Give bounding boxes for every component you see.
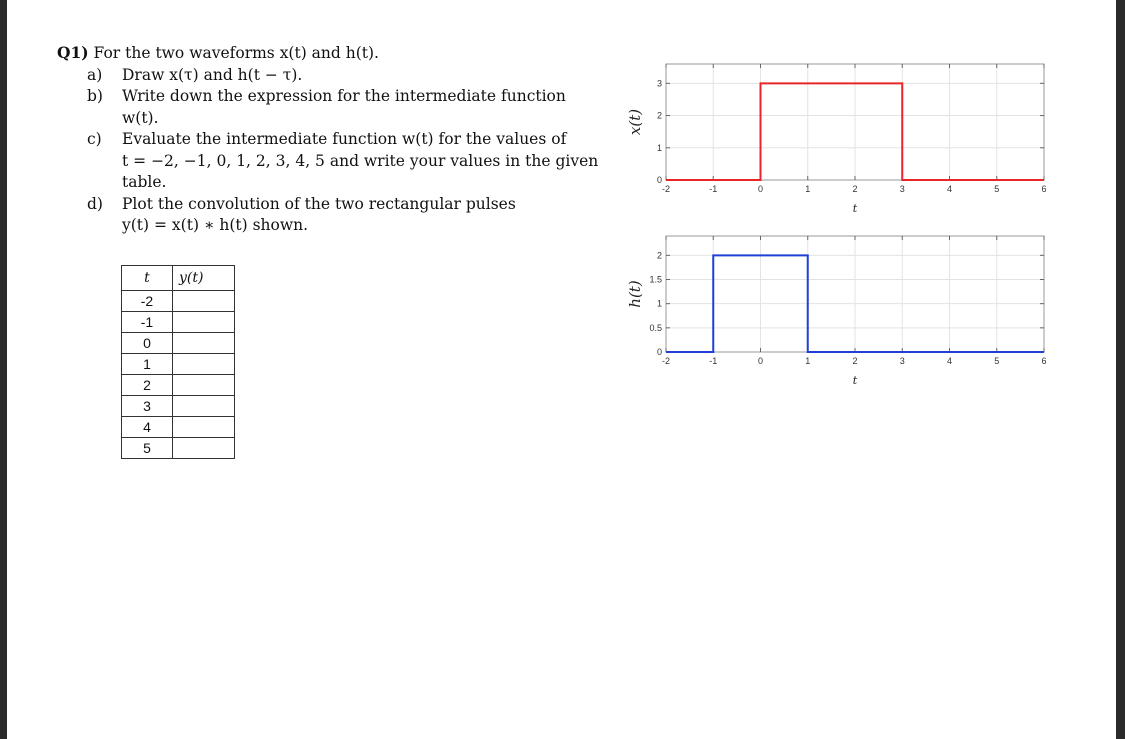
part-d-label: d) [87,194,103,213]
part-b-line-1: Write down the expression for the intermediate function [122,87,566,105]
answer-table [121,265,235,459]
part-d [57,194,617,237]
plot-h [626,236,1047,387]
cell-yt [173,354,235,375]
plot-x [626,64,1047,215]
header-yt: y(t) [173,266,235,291]
x-tick-label: -2 [661,356,671,366]
right-border [1116,0,1125,739]
y-tick-label: 2 [656,110,662,121]
table-row [122,375,235,396]
table-row [122,438,235,459]
x-tick-label: -1 [709,356,718,366]
table-row [122,312,235,333]
part-d-line-1: Plot the convolution of the two rectangular pulses [122,194,516,213]
y-tick-label: 1 [656,298,662,309]
cell-yt [173,291,235,312]
x-tick-label: 5 [994,356,1000,366]
x-tick-label: 6 [1041,184,1047,194]
part-b-line-2: w(t). [122,108,159,127]
y-tick-label: 0 [656,175,662,185]
part-a-label: a) [87,65,103,84]
cell-t: 1 [122,354,173,375]
table-row [122,354,235,375]
part-d-line-2: y(t) = x(t) ∗ h(t) shown. [122,216,309,234]
x-tick-label: 5 [994,184,1000,194]
table-row [122,417,235,438]
x-axis-label: t [852,374,858,387]
x-tick-label: 3 [899,184,905,194]
x-tick-label: 0 [757,184,764,194]
cell-yt [173,375,235,396]
cell-t: 3 [122,396,173,417]
cell-t: -1 [122,312,173,333]
table-row [122,333,235,354]
cell-yt [173,417,235,438]
y-tick-label: 0 [656,347,662,357]
question-text [57,42,617,237]
cell-yt [173,438,235,459]
part-c-line-3: table. [122,173,167,191]
header-t: t [122,266,173,291]
cell-t: -2 [122,291,173,312]
x-tick-label: -1 [709,184,718,194]
cell-t: 4 [122,417,173,438]
cell-t: 5 [122,438,173,459]
table-row [122,396,235,417]
x-tick-label: 4 [946,356,953,366]
part-b [57,86,617,129]
waveform-plots [610,50,1060,410]
cell-yt [173,396,235,417]
x-tick-label: 3 [899,356,905,366]
question-number: Q1) [57,43,89,62]
y-tick-label: 1.5 [649,274,662,285]
x-tick-label: 4 [946,184,953,194]
table-body [122,291,235,459]
x-tick-label: -2 [661,184,671,194]
part-c-line-2: t = −2, −1, 0, 1, 2, 3, 4, 5 and write your values in the given [122,151,599,170]
x-tick-label: 2 [852,184,858,194]
y-axis-label: h(t) [626,280,644,308]
y-tick-label: 2 [656,250,662,261]
y-tick-label: 3 [656,78,662,89]
part-a [57,65,617,87]
table-header-row [122,266,235,291]
x-tick-label: 0 [757,356,764,366]
part-b-label: b) [87,87,103,105]
part-c-label: c) [87,130,102,148]
question-intro: For the two waveforms x(t) and h(t). [88,44,379,62]
part-a-line-1: Draw x(τ) and h(t − τ). [122,65,303,84]
y-tick-label: 0.5 [649,322,662,333]
x-tick-label: 1 [805,356,811,366]
y-axis-label: x(t) [626,108,644,136]
table-row [122,291,235,312]
x-axis-label: t [852,202,858,215]
x-tick-label: 6 [1041,356,1047,366]
y-tick-label: 1 [656,142,662,153]
cell-t: 0 [122,333,173,354]
part-c [57,129,617,194]
part-c-line-1: Evaluate the intermediate function w(t) for the values of [122,130,567,148]
question-header [57,42,617,65]
x-tick-label: 2 [852,356,858,366]
cell-t: 2 [122,375,173,396]
left-border [0,0,7,739]
cell-yt [173,312,235,333]
cell-yt [173,333,235,354]
x-tick-label: 1 [805,184,811,194]
